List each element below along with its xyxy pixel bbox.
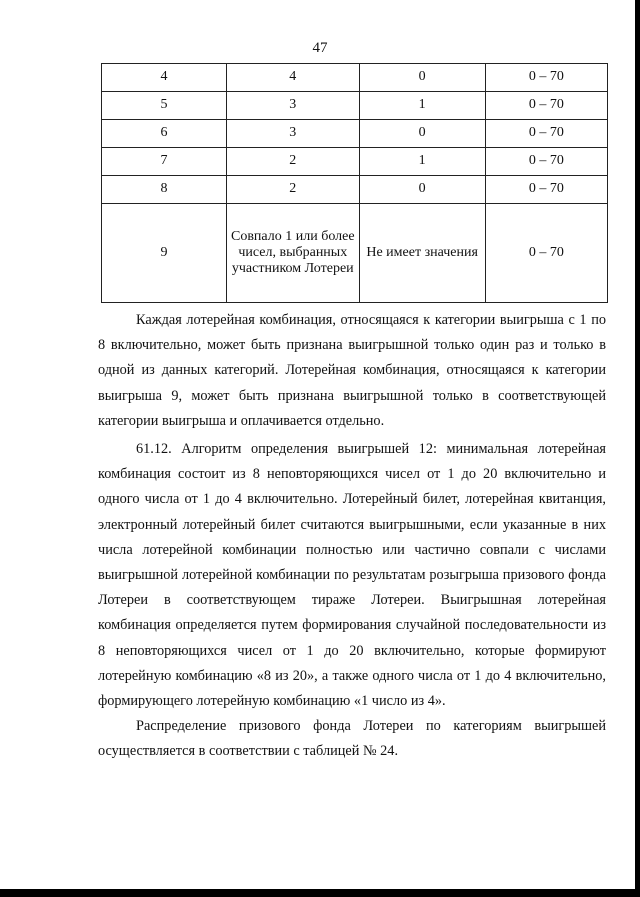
table-row [102, 204, 608, 303]
share-cell: 0 – 70 [485, 176, 607, 204]
table-row [102, 176, 608, 204]
paragraph-prize-distribution [98, 714, 606, 764]
table-row [102, 120, 608, 148]
main-numbers-cell: 2 [226, 148, 359, 176]
paragraph-text: Распределение призового фонда Лотереи по категориям выигрышей осуществляется в соответствии с таблицей № 24. [98, 718, 606, 760]
share-cell: 0 – 70 [485, 148, 607, 176]
category-cell: 9 [102, 204, 227, 303]
share-cell: 0 – 70 [485, 92, 607, 120]
share-cell: 0 – 70 [485, 204, 607, 303]
main-numbers-cell: 3 [226, 120, 359, 148]
paragraph-text: 61.12. Алгоритм определения выигрышей 12: минимальная лотерейная комбинация состоит из 8 неповторяющихся чисел от 1 до 20 включительно и одного числа от 1 до 4 включительно. Лотерейный билет, лотерейная квитанция, электронный лотерейный билет считаются выигрышными, если указанные в них числа лотерейной комбинации полностью или частично совпали с числами выигрышной лотерейной комбинации по результатам розыгрыша призового фонда Лотереи в соответствующем тираже Лотереи. Выигрышная лотерейная комбинация определяется путем формирования случайной последовательности из 8 неповторяющихся чисел от 1 до 20 включительно, которые формируют лотерейную комбинацию «8 из 20», а также одного числа от 1 до 4 включительно, формирующего лотерейную комбинацию «1 число из 4». [98, 441, 606, 710]
extra-number-cell: Не имеет значения [359, 204, 485, 303]
table-row [102, 148, 608, 176]
category-cell: 8 [102, 176, 227, 204]
paragraph-category-rules [98, 308, 606, 434]
paragraph-algorithm-12 [98, 437, 606, 714]
page-number: 47 [312, 40, 328, 56]
extra-number-cell: 0 [359, 64, 485, 92]
extra-number-cell: 0 [359, 120, 485, 148]
scan-edge-right [635, 0, 640, 897]
category-cell: 4 [102, 64, 227, 92]
main-numbers-cell: 2 [226, 176, 359, 204]
extra-number-cell: 1 [359, 92, 485, 120]
category-cell: 6 [102, 120, 227, 148]
table-row [102, 64, 608, 92]
main-numbers-cell: Совпало 1 или более чисел, выбранных участником Лотереи [226, 204, 359, 303]
main-numbers-cell: 3 [226, 92, 359, 120]
category-cell: 7 [102, 148, 227, 176]
table-row [102, 92, 608, 120]
main-numbers-cell: 4 [226, 64, 359, 92]
scan-edge-bottom [0, 889, 640, 897]
extra-number-cell: 1 [359, 148, 485, 176]
prize-category-table [101, 63, 608, 303]
share-cell: 0 – 70 [485, 64, 607, 92]
category-cell: 5 [102, 92, 227, 120]
extra-number-cell: 0 [359, 176, 485, 204]
share-cell: 0 – 70 [485, 120, 607, 148]
paragraph-text: Каждая лотерейная комбинация, относящаяся к категории выигрыша с 1 по 8 включительно, может быть признана выигрышной только один раз и только в одной из данных категорий. Лотерейная комбинация, относящаяся к категории выигрыша 9, может быть признана выигрышной только в соответствующей категории выигрыша и оплачивается отдельно. [98, 312, 606, 429]
